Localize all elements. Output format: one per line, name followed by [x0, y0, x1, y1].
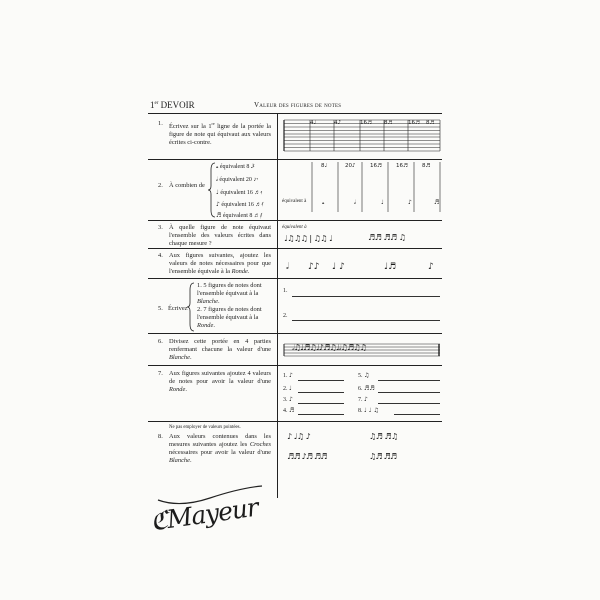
q7-text: Aux figures suivantes ajoutez 4 valeurs de notes pour avoir la valeur d'une Ronde.	[169, 370, 271, 393]
q6-rhythm: 𝅗𝅥♫♩♬♫♩♪♬♫♩𝅗𝅥♫♬♫♫	[292, 343, 367, 352]
q5-ecrivez: Écrivez	[168, 305, 188, 312]
q4-number: 4.	[158, 252, 163, 259]
q2-cell: 8♬	[422, 163, 431, 169]
q7-answer-line[interactable]	[378, 380, 440, 381]
q2-answer-note: 𝅗𝅥	[354, 199, 356, 206]
row-separator	[148, 220, 442, 221]
q3-number: 3.	[158, 224, 163, 231]
q4-notes: ♪	[428, 262, 434, 272]
q8-rhythm: ♬♬ ♪♬ ♬♬	[287, 452, 327, 461]
q2-line: ♩ équivalent 16 ♬𝄿	[216, 189, 263, 196]
q2-line: ♪ équivalent 16 ♬𝅀	[216, 201, 264, 208]
q5-brace	[187, 282, 195, 332]
signature-flourish	[150, 478, 270, 508]
q4-notes: 𝅗𝅥	[286, 262, 289, 272]
q7-item: 1. ♪	[283, 372, 293, 379]
q1-measure: 8♬	[384, 120, 393, 126]
q8-rhythm: ♪ ♩♫ ♪	[287, 432, 311, 441]
q8-number: 8.	[158, 433, 163, 440]
row-separator	[148, 421, 442, 422]
top-rule	[148, 113, 442, 114]
column-divider	[277, 114, 278, 498]
q2-equivalent-label: équivalent à	[282, 199, 307, 204]
q2-line: 𝅗𝅥 équivalent 20 ♪𝄾	[216, 176, 259, 183]
q6-text: Divisez cette portée en 4 parties renfermant chacune la valeur d'une Blanche.	[169, 338, 271, 361]
q5-answer-line[interactable]	[292, 296, 440, 297]
q8-text: Aux valeurs contenues dans les mesures suivantes ajoutez les Croches nécessaires pour avoir la valeur d'une Blanche.	[169, 433, 271, 464]
q1-measure: 4♪	[334, 120, 342, 126]
q5-answer-line[interactable]	[292, 320, 440, 321]
q4-text: Aux figures suivantes, ajoutez les valeurs de notes nécessaires pour que l'ensemble équivale à la Ronde.	[169, 252, 271, 275]
q5-answer-label: 2.	[283, 313, 288, 319]
q7-item: 2. ♩	[283, 385, 292, 392]
q2-number: 2.	[158, 182, 163, 189]
q1-measure: 16♬	[408, 120, 420, 126]
q7-answer-line[interactable]	[298, 392, 344, 393]
q8-rhythm: ♫♬ ♬♬	[369, 452, 397, 461]
q3-equivalent-label: équivalent à	[282, 225, 307, 230]
q3-rhythm: ♩♫♫♫ | ♫♫ ♩	[284, 234, 333, 243]
q7-answer-line[interactable]	[298, 403, 344, 404]
q1-text: Écrivez sur la 1re ligne de la portée la figure de note qui équivaut aux valeurs écrites ci-contre.	[169, 121, 271, 146]
q5-answer-label: 1.	[283, 288, 288, 294]
q2-cell: 20♪	[345, 163, 356, 169]
row-separator	[148, 365, 442, 366]
q3-rhythm: ♬♬ ♬♬ ♫	[368, 233, 406, 242]
q7-item: 6. ♬♬	[358, 385, 375, 392]
q4-notes: ♩♬	[384, 262, 397, 272]
q7-answer-line[interactable]	[394, 414, 440, 415]
row-separator	[148, 278, 442, 279]
q3-text: À quelle figure de note équivaut l'ensemble des valeurs écrites dans chaque mesure ?	[169, 224, 271, 247]
q6-number: 6.	[158, 338, 163, 345]
q7-number: 7.	[158, 370, 163, 377]
q7-item: 7. ♪	[358, 396, 368, 403]
row-separator	[148, 248, 442, 249]
q8-note: Ne pas employer de valeurs pointées.	[169, 425, 241, 430]
section-title: Valeur des figures de notes	[254, 101, 342, 109]
q7-answer-line[interactable]	[378, 392, 440, 393]
q2-line: ♬ équivalent 8 ♬𝅁	[216, 212, 263, 219]
q2-brace	[208, 162, 216, 218]
q2-cell: 16♬	[396, 163, 408, 169]
q1-measure: 4♩	[310, 120, 317, 126]
q8-rhythm: ♫♬ ♬♫	[369, 432, 398, 441]
row-separator	[148, 333, 442, 334]
q7-item: 3. ♪	[283, 396, 293, 403]
q7-answer-line[interactable]	[378, 403, 440, 404]
devoir-title: 1er DEVOIR	[150, 100, 195, 110]
q2-line: 𝅝 équivalent 8 𝅘𝅥𝄽	[216, 163, 255, 170]
q2-answer-note: ♪	[408, 199, 412, 206]
signature: ℭMayeur	[148, 492, 260, 537]
q7-item: 8. ♩ ♩ ♫	[358, 407, 379, 414]
q7-answer-line[interactable]	[298, 414, 344, 415]
q1-measure: 16♬	[360, 120, 372, 126]
q7-item: 5. ♫	[358, 372, 370, 379]
q4-notes: ♪♪	[308, 262, 320, 272]
q1-number: 1.	[158, 120, 163, 127]
q7-item: 4. ♬	[283, 407, 295, 414]
q2-text: À combien de	[169, 182, 205, 189]
q2-answer-note: ♬	[434, 199, 440, 206]
q1-measure: 8♬	[426, 120, 435, 126]
q4-notes: ♩ ♪	[332, 262, 345, 272]
q7-answer-line[interactable]	[298, 380, 344, 381]
q2-grid	[284, 162, 440, 212]
q2-answer-note: 𝅝	[322, 199, 325, 206]
q5-item-1: 1. 5 figures de notes dont l'ensemble équivaut à la Blanche.	[197, 282, 262, 305]
row-separator	[148, 159, 442, 160]
q2-cell: 16♬	[370, 163, 382, 169]
q5-item-2: 2. 7 figures de notes dont l'ensemble équivaut à la Ronde.	[197, 306, 262, 329]
q2-cell: 8♩	[321, 163, 328, 169]
q5-number: 5.	[158, 305, 163, 312]
q2-answer-note: ♩	[381, 199, 384, 206]
